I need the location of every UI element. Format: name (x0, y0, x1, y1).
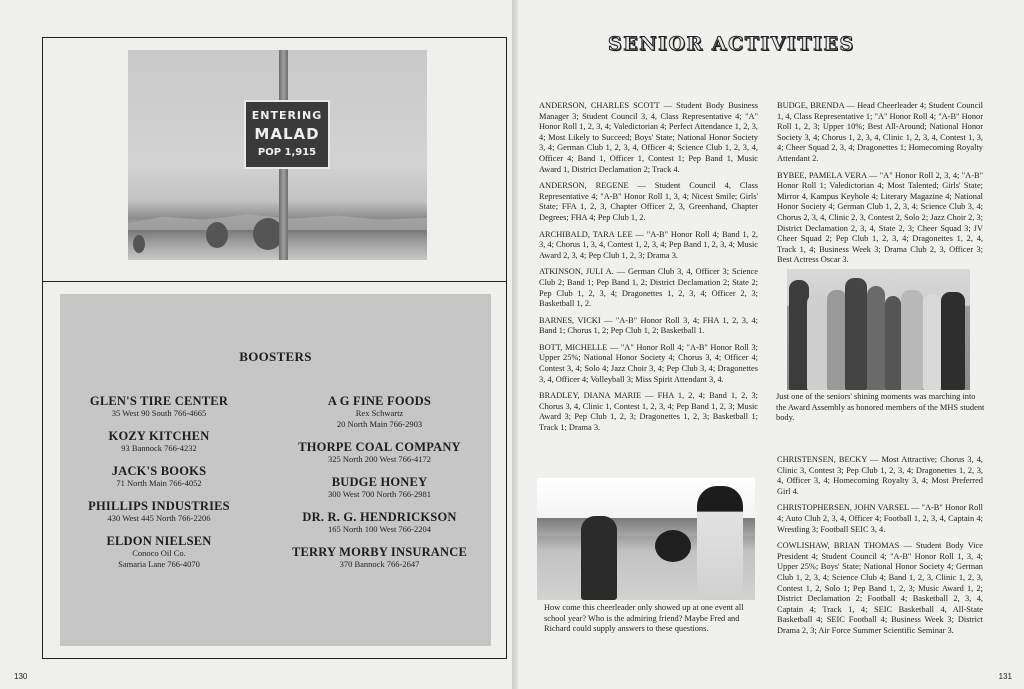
booster-address: Samaria Lane 766-4070 (118, 559, 200, 569)
boosters-title: BOOSTERS (239, 349, 312, 364)
senior-entry: COWLISHAW, BRIAN THOMAS — Student Body Vice President 4; Student Council 4; "A-B" Honor Roll 1, 3, 4; Upper 25%; Boys' State; National Honor Society 4; German Club 1, 2, 3, 4; Science Club 4; Band 1, 2, 3, Clinic 1, 2, 3, Contest 1, 2, Solo 1; Pep Band 1, 2, 3; Music Award 1, 2; District Declamation 2; Football 4; Basketball 2, 3, 4, Captain 4; Track 1, 4; SEIC Basketball 4, All-State Basketball 4; SEIC Football 4; Business Week 3; District Drama 2, 3; Air Force Summer Scientific Seminar 3. (777, 541, 983, 635)
booster-name: A G FINE FOODS (327, 394, 432, 408)
booster-name: THORPE COAL COMPANY (298, 440, 461, 454)
sign-line-1: ENTERING (251, 109, 323, 122)
senior-entry: BRADLEY, DIANA MARIE — FHA 1, 2, 4; Band 1, 2, 3; Chorus 3, 4, Clinic 1, Contest 1, 2, 3, 4; Pep Band 1, 2, 3; Music Award 3; Pep Club 1, 2, 3; Dragonettes 1, 2, 3; Basketball 1; Track 1; Drama 3. (539, 391, 758, 433)
senior-activities-heading: SENIOR ACTIVITIES (608, 33, 855, 55)
sign-line-3: POP 1,915 (257, 147, 317, 158)
tree (133, 235, 145, 253)
booster-address: 35 West 90 South 766-4665 (111, 408, 207, 418)
sign-line-2: MALAD (254, 125, 320, 143)
booster-entry (60, 394, 258, 419)
booster-address: 300 West 700 North 766-2981 (327, 489, 432, 499)
frame-divider (42, 281, 507, 282)
booster-entry (60, 534, 258, 570)
boosters-left-column (60, 394, 258, 580)
booster-address: 430 West 445 North 766-2206 (107, 513, 211, 523)
activities-column-2 (777, 101, 983, 272)
student-figure (867, 286, 885, 390)
senior-entry: BOTT, MICHELLE — "A" Honor Roll 4; "A-B" Honor Roll 3; Upper 25%; National Honor Society 4; Chorus 3, 4; Officer 4; Contest 3, 4; Solo 4; Jazz Choir 3, 4; Pep Club 3, 4; Dragonettes 3, 4, Officer 4; Volleyball 3; Miss Spirit Attendant 3, 4. (539, 342, 758, 384)
student-figure (923, 294, 941, 390)
senior-entry: BUDGE, BRENDA — Head Cheerleader 4; Student Council 1, 4, Class Representative 1; "A" Honor Roll 4; "A-B" Honor Roll 1, 2, 3; Upper 10%; Best All-Around; National Honor Society 3, 4; Chorus 1, 2, 3, 4, Clinic 1, 2, 3, 4, Contest 1, 3, 4; Cheer Squad 2, 3, 4; Dragonettes 1; Homecoming Royalty Attendant 2. (777, 101, 983, 163)
booster-entry (268, 475, 491, 500)
booster-entry (268, 440, 491, 465)
senior-entry: ATKINSON, JULI A. — German Club 3, 4, Officer 3; Science Club 2; Band 1; Pep Band 1, 2; District Declamation 2; State 2; Pep Club 1, 2, 3, 4; Dragonettes 1, 2, 3, 4; Officer 2, 3; Basketball 1, 2. (539, 267, 758, 309)
booster-name: TERRY MORBY INSURANCE (291, 545, 468, 559)
caption-award-assembly: Just one of the seniors' shining moments was marching into the Award Assembly as honored members of the MHS student body. (776, 392, 985, 423)
booster-address: 325 North 200 West 766-4172 (327, 454, 432, 464)
cheerleader-figure (581, 516, 617, 600)
booster-name: ELDON NIELSEN (106, 534, 212, 548)
booster-name: DR. R. G. HENDRICKSON (302, 510, 457, 524)
student-figure (827, 290, 847, 390)
friend-figure (697, 486, 743, 600)
boosters-box (60, 294, 491, 646)
booster-entry (268, 510, 491, 535)
booster-address: 20 North Main 766-2903 (336, 419, 423, 429)
activities-column-2-lower (777, 455, 983, 643)
senior-entry: CHRISTENSEN, BECKY — Most Attractive; Chorus 3, 4, Clinic 3, Contest 3; Pep Club 1, 2, 3, 4; Dragonettes 1, 2, 3, 4, Officer 3, 4; Homecoming Royalty 3, 4; Most Preferred Girl 4. (777, 455, 983, 496)
tree (206, 222, 228, 248)
student-figure (901, 290, 923, 390)
booster-name: GLEN'S TIRE CENTER (89, 394, 229, 408)
student-figure (885, 296, 901, 390)
award-assembly-photo (787, 269, 970, 390)
senior-entry: ARCHIBALD, TARA LEE — "A-B" Honor Roll 4; Band 1, 2, 3, 4; Chorus 1, 3, 4, Contest 1, 2, 3, 4; Pep Band 1, 2, 3, 4; Music Award 2, 3, 4; Pep Club 1, 2, 3; Drama 3. (539, 229, 758, 260)
senior-entry: ANDERSON, REGENE — Student Council 4, Class Representative 4; "A-B" Honor Roll 1, 3, 4; Nicest Smile; Girls' State; FFA 1, 2, 3, Chapter Officer 2, 3, Greenhand, Chapter Degrees; FHA 4; Pep Club 1, 2. (539, 181, 758, 222)
senior-entry: ANDERSON, CHARLES SCOTT — Student Body Business Manager 3; Student Council 3, 4, Class Representative 4; "A" Honor Roll 1, 2, 3, 4; Valedictorian 4; Perfect Attendance 1, 2, 3, 4; Most Likely to Succeed; Boys' State; National Honor Society 3, 4; German Club 1, 2, 3, 4, Officer 4; Science Club 1, 2, 3, 4, Officer 4; Band 1, Officer 1, Contest 1; Pep Band 1, Music Award 1, District Declamation 2; Track 4. (539, 101, 758, 174)
booster-address: 165 North 100 West 766-2204 (327, 524, 432, 534)
booster-entry (60, 464, 258, 489)
senior-entry: CHRISTOPHERSEN, JOHN VARSEL — "A-B" Honor Roll 4; Auto Club 2, 3, 4, Officer 4; Football 1, 2, 3, 4, Captain 4; Wrestling 3; Football SEIC 3, 4. (777, 503, 983, 534)
booster-name: PHILLIPS INDUSTRIES (88, 499, 230, 513)
booster-name: KOZY KITCHEN (108, 429, 210, 443)
student-figure (789, 280, 809, 390)
booster-address: 93 Bannock 766-4232 (121, 443, 197, 453)
booster-entry (268, 394, 491, 430)
senior-entry: BYBEE, PAMELA VERA — "A" Honor Roll 2, 3, 4; "A-B" Honor Roll 1; Valedictorian 4; Most Talented; Girls' State; Mirror 4, Kampus Keyhole 4; Literary Magazine 4; National Honor Society 4; German Club 1, 2, 3, 4; Science Club 3, 4; Chorus 2, 3, 4, Clinic 2, 3, Contest 2, Solo 2; Jazz Choir 2, 3; District Declamation 2, 3, 4, State 2, 3; Cheer Squad 3; JV Cheer Squad 2; Pep Club 1, 2, 3, 4; Dragonettes 1, 2, 4, Track 1, 4; Business Week 3; Drama Club 2, 3, Officer 3; Best Actress Oscar 3. (777, 170, 983, 265)
booster-entry (268, 545, 491, 570)
booster-entry (60, 429, 258, 454)
senior-entry: BARNES, VICKI — "A-B" Honor Roll 3, 4; FHA 1, 2, 3, 4; Band 1; Chorus 1, 2; Pep Club 1, 2; Basketball 1. (539, 315, 758, 336)
booster-address: Rex Schwartz (355, 408, 404, 418)
boosters-right-column (268, 394, 491, 580)
cheerleader-photo (537, 478, 755, 600)
booster-name: BUDGE HONEY (331, 475, 428, 489)
activities-column-1 (539, 101, 758, 440)
booster-entry (60, 499, 258, 524)
page-number-left: 130 (14, 672, 28, 681)
student-figure (941, 292, 965, 390)
booster-address: 71 North Main 766-4052 (116, 478, 202, 488)
booster-address: Conoco Oil Co. (132, 548, 186, 558)
caption-cheerleader: How come this cheerleader only showed up at one event all school year? Who is the admiring friend? Maybe Fred and Richard could supply answers to these questions. (544, 603, 744, 634)
pompom (655, 530, 691, 562)
entering-malad-sign (244, 100, 330, 169)
malad-sign-photo (128, 50, 427, 260)
student-figure (845, 278, 867, 390)
booster-name: JACK'S BOOKS (111, 464, 207, 478)
booster-address: 370 Bannock 766-2647 (339, 559, 420, 569)
page-number-right: 131 (998, 672, 1012, 681)
student-figure (807, 294, 829, 390)
